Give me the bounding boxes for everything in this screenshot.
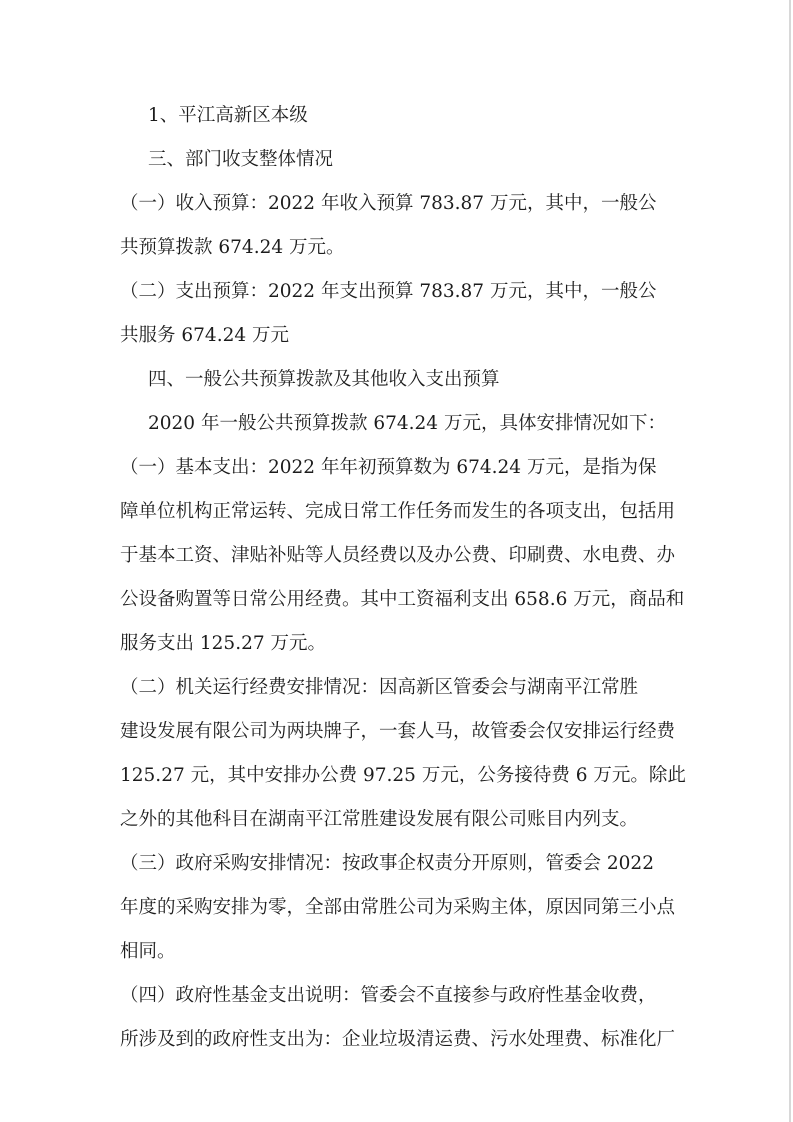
section-heading-1: 1、平江高新区本级 [148,105,308,126]
paragraph-line: 共服务 674.24 万元 [120,325,289,346]
paragraph-line: （一）收入预算：2022 年收入预算 783.87 万元，其中，一般公 [120,193,657,214]
paragraph-line: 之外的其他科目在湖南平江常胜建设发展有限公司账目内列支。 [120,809,639,830]
paragraph-line: （四）政府性基金支出说明：管委会不直接参与政府性基金收费， [120,985,657,1006]
section-heading-3: 三、部门收支整体情况 [148,149,334,170]
paragraph-line: 于基本工资、津贴补贴等人员经费以及办公费、印刷费、水电费、办 [120,545,676,566]
paragraph-line: 服务支出 125.27 万元。 [120,633,326,654]
paragraph-line: 建设发展有限公司为两块牌子，一套人马，故管委会仅安排运行经费 [120,721,676,742]
paragraph-line: 障单位机构正常运转、完成日常工作任务而发生的各项支出，包括用 [120,501,676,522]
paragraph-line: （三）政府采购安排情况：按政事企权责分开原则，管委会 2022 [120,853,654,874]
paragraph-line: 125.27 元，其中安排办公费 97.25 万元，公务接待费 6 万元。除此 [120,765,686,786]
paragraph-line: （一）基本支出：2022 年年初预算数为 674.24 万元，是指为保 [120,457,657,478]
paragraph-line: 相同。 [120,941,176,962]
paragraph-line: 所涉及到的政府性支出为：企业垃圾清运费、污水处理费、标准化厂 [120,1029,676,1050]
paragraph-line: 公设备购置等日常公用经费。其中工资福利支出 658.6 万元，商品和 [120,589,685,610]
paragraph-line: 年度的采购安排为零，全部由常胜公司为采购主体，原因同第三小点 [120,897,676,918]
section-heading-4: 四、一般公共预算拨款及其他收入支出预算 [148,369,500,390]
paragraph-line: （二）机关运行经费安排情况：因高新区管委会与湖南平江常胜 [120,677,639,698]
paragraph-line: 2020 年一般公共预算拨款 674.24 万元，具体安排情况如下： [148,413,666,434]
paragraph-line: 共预算拨款 674.24 万元。 [120,237,345,258]
paragraph-line: （二）支出预算：2022 年支出预算 783.87 万元，其中，一般公 [120,281,657,302]
